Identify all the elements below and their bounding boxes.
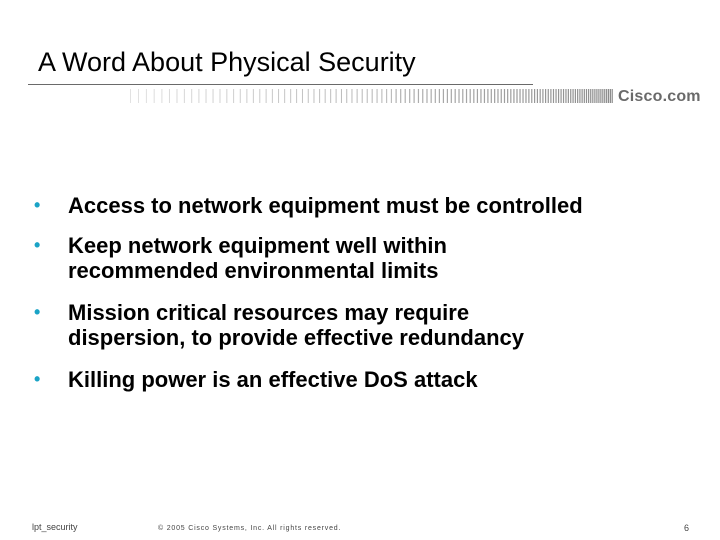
bullet-list [34,193,694,392]
bullet-item [34,233,694,283]
bullet-text: Mission critical resources may require [68,300,470,325]
bullet-item [34,300,694,350]
bullet-item [34,193,694,218]
bullet-text: Access to network equipment must be controlled [68,193,583,218]
page-number: 6 [684,523,690,533]
title-underline [28,84,533,85]
cisco-logo: Cisco.com [618,88,701,105]
bullet-icon: • [34,302,41,322]
footer-filename: lpt_security [32,522,78,532]
bullet-text: Killing power is an effective DoS attack [68,367,478,392]
footer-copyright: © 2005 Cisco Systems, Inc. All rights reserved. [158,525,342,532]
bullet-text: Keep network equipment well within [68,233,447,258]
stripe-pattern [0,88,720,104]
bullet-item [34,367,694,392]
decorative-stripe-bar [0,88,720,104]
bullet-text-continued: dispersion, to provide effective redundancy [68,325,524,350]
slide-title: A Word About Physical Security [38,47,416,77]
bullet-icon: • [34,235,41,255]
bullet-text-continued: recommended environmental limits [68,258,439,283]
bullet-icon: • [34,195,41,215]
bullet-icon: • [34,369,41,389]
